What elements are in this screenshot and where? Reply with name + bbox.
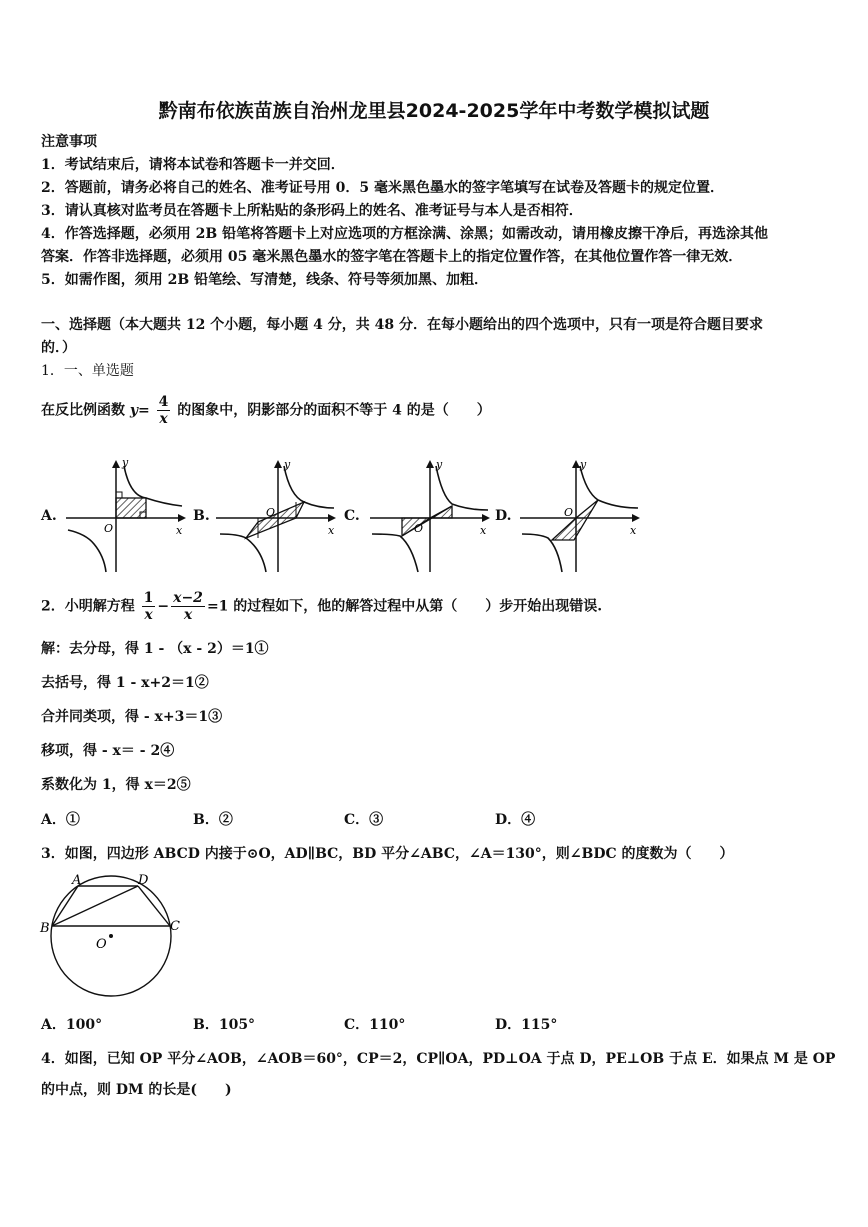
q1-graph-b — [214, 456, 338, 574]
q2-fraction-2 — [171, 590, 205, 623]
section-heading: 一、选择题（本大题共 12 个小题，每小题 4 分，共 48 分．在每小题给出的四个选项中，只有一项是符合题目要求 — [41, 317, 763, 333]
q3-label-d: D — [138, 873, 149, 888]
q3-option-b: B．105° — [193, 1017, 256, 1033]
q2-fraction-1-den: x — [144, 607, 153, 623]
q1-graph-d — [518, 456, 642, 574]
q1-graph-b-origin: O — [266, 506, 276, 519]
q1-graph-d-origin: O — [564, 506, 574, 519]
q2-fraction-2-den: x — [183, 607, 193, 623]
note-item: 5．如需作图，须用 2B 铅笔绘、写清楚，线条、符号等须加黑、加粗． — [41, 272, 489, 288]
q2-fraction-2-num: x−2 — [173, 590, 203, 606]
q1-graph-a-x-label: x — [176, 524, 183, 537]
q1-graph-d-x-label: x — [630, 524, 637, 537]
q1-graph-a-origin: O — [104, 522, 114, 535]
note-item: 2．答题前，请务必将自己的姓名、准考证号用 0．5 毫米黑色墨水的签字笔填写在试卷及答题卡的规定位置． — [41, 180, 724, 196]
note-item: 3．请认真核对监考员在答题卡上所粘贴的条形码上的姓名、准考证号与本人是否相符． — [41, 203, 583, 219]
q2-step-3: 合并同类项，得 - x+3＝1③ — [41, 709, 223, 725]
q2-fraction-1-num: 1 — [143, 590, 154, 606]
question-4-text-cont: 的中点，则 DM 的长是( ) — [41, 1082, 232, 1098]
q2-eq: =1 — [206, 598, 229, 615]
q1-graph-d-y-label: y — [580, 458, 587, 471]
q2-prefix: 2．小明解方程 — [41, 598, 135, 615]
question-1-text — [41, 394, 491, 427]
q2-fraction-1 — [142, 590, 156, 623]
note-item: 答案．作答非选择题，必须用 05 毫米黑色墨水的签字笔在答题卡上的指定位置作答，在其他位置作答一律无效． — [41, 249, 743, 265]
q3-option-d: D．115° — [495, 1017, 558, 1033]
q2-minus: − — [157, 598, 170, 615]
question-2-text — [41, 590, 602, 623]
q1-graph-c-x-label: x — [480, 524, 487, 537]
q3-circle-diagram — [38, 868, 188, 1010]
q1-y: y — [129, 402, 139, 419]
q1-fraction-num: 4 — [158, 394, 169, 410]
q3-label-a: A — [72, 873, 82, 888]
q2-option-d: D．④ — [495, 812, 536, 828]
section-heading-cont: 的．） — [41, 340, 76, 356]
q3-label-b: B — [40, 921, 50, 936]
q1-fraction-den: x — [159, 411, 168, 427]
q2-step-1: 解：去分母，得 1 - （x - 2）＝1① — [41, 641, 269, 657]
q1-eq: = — [138, 402, 150, 419]
q2-step-4: 移项，得 - x＝ - 2④ — [41, 743, 175, 759]
q1-graph-c-y-label: y — [436, 458, 443, 471]
q1-graph-a — [64, 456, 188, 574]
q1-option-c-label: C. — [344, 508, 360, 524]
question-type-label: 1．一、单选题 — [41, 363, 134, 379]
q1-graph-b-x-label: x — [328, 524, 335, 537]
question-3-text: 3．如图，四边形 ABCD 内接于⊙O，AD∥BC，BD 平分∠ABC，∠A＝130°，则∠BDC 的度数为（ ） — [41, 846, 734, 862]
q1-suffix: 的图象中，阴影部分的面积不等于 4 的是（ ） — [177, 402, 491, 419]
q1-option-b-label: B. — [193, 508, 210, 524]
q1-graph-b-y-label: y — [284, 458, 291, 471]
q1-option-d-label: D. — [495, 508, 512, 524]
q2-suffix: 的过程如下，他的解答过程中从第（ ）步开始出现错误. — [233, 598, 603, 615]
note-item: 4．作答选择题，必须用 2B 铅笔将答题卡上对应选项的方框涂满、涂黑；如需改动，请用橡皮擦干净后，再选涂其他 — [41, 226, 769, 242]
q1-prefix: 在反比例函数 — [41, 402, 125, 419]
q2-step-5: 系数化为 1，得 x＝2⑤ — [41, 777, 191, 793]
q2-option-b: B．② — [193, 812, 233, 828]
q2-step-2: 去括号，得 1 - x+2＝1② — [41, 675, 209, 691]
page-title: 黔南布依族苗族自治州龙里县2024-2025学年中考数学模拟试题 — [158, 100, 710, 122]
q3-option-c: C．110° — [344, 1017, 406, 1033]
q3-label-c: C — [170, 919, 180, 934]
q1-fraction — [157, 394, 171, 427]
q1-option-a-label: A. — [41, 508, 57, 524]
q3-option-a: A．100° — [41, 1017, 103, 1033]
q1-graph-c — [368, 456, 492, 574]
q2-option-a: A．① — [41, 812, 80, 828]
q2-option-c: C．③ — [344, 812, 384, 828]
question-4-text: 4．如图，已知 OP 平分∠AOB，∠AOB＝60°，CP＝2，CP∥OA，PD⊥OA 于点 D，PE⊥OB 于点 E．如果点 M 是 OP — [41, 1051, 836, 1067]
q1-graph-a-y-label: y — [122, 456, 129, 469]
notes-heading: 注意事项 — [41, 134, 97, 150]
q1-graph-c-origin: O — [414, 522, 424, 535]
q3-label-o: O — [96, 937, 107, 952]
note-item: 1．考试结束后，请将本试卷和答题卡一并交回． — [41, 157, 345, 173]
